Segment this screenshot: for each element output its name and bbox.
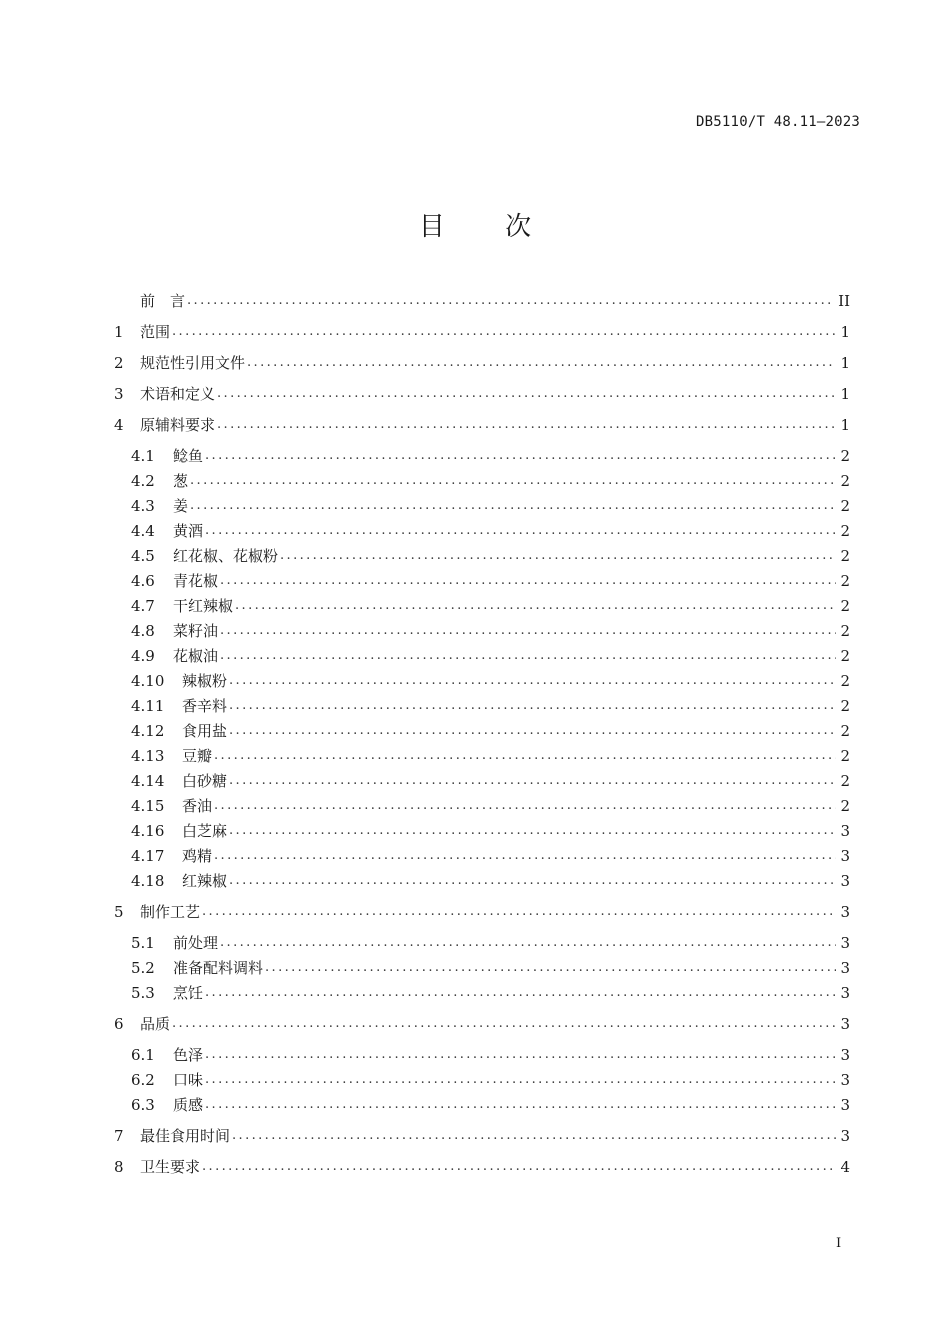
toc-entry-page: 2 xyxy=(840,647,850,665)
toc-entry-page: 2 xyxy=(840,672,850,690)
toc-leader xyxy=(172,1015,836,1033)
toc-subentry[interactable] xyxy=(131,1065,850,1089)
toc-entry-page: 3 xyxy=(840,1071,850,1089)
toc-subentry[interactable] xyxy=(131,541,850,565)
toc-entry-label: 辣椒粉 xyxy=(182,672,228,690)
toc-subentry[interactable] xyxy=(131,978,850,1002)
toc-entry[interactable] xyxy=(114,1009,850,1033)
toc-entry-label: 原辅料要求 xyxy=(140,416,216,434)
toc-entry-number: 1 xyxy=(114,323,124,341)
toc-leader xyxy=(229,772,836,790)
toc-entry-label: 食用盐 xyxy=(182,722,228,740)
toc-entry-number: 4.5 xyxy=(131,547,155,565)
toc-entry-label: 干红辣椒 xyxy=(173,597,234,615)
toc-entry-number: 4.11 xyxy=(131,697,165,715)
toc-leader xyxy=(220,622,836,640)
toc-entry-label: 红辣椒 xyxy=(182,872,228,890)
toc-entry-label: 最佳食用时间 xyxy=(140,1127,231,1145)
toc-entry-page: 3 xyxy=(840,1127,850,1145)
toc-leader xyxy=(217,385,836,403)
toc-leader xyxy=(229,872,836,890)
toc-entry-page: 3 xyxy=(840,847,850,865)
toc-leader xyxy=(280,547,836,565)
toc-entry-page: 3 xyxy=(840,1046,850,1064)
toc-entry-label: 香油 xyxy=(182,797,213,815)
toc-leader xyxy=(232,1127,836,1145)
toc-entry-page: 1 xyxy=(840,323,850,341)
toc-entry-number: 4.10 xyxy=(131,672,165,690)
toc-subentry[interactable] xyxy=(131,666,850,690)
toc-subentry[interactable] xyxy=(131,866,850,890)
toc-leader xyxy=(214,847,836,865)
toc-entry-label: 青花椒 xyxy=(173,572,219,590)
toc-entry-label: 范围 xyxy=(140,323,171,341)
toc-entry-number: 6.2 xyxy=(131,1071,155,1089)
toc-entry-label: 质感 xyxy=(173,1096,204,1114)
toc-entry-number: 2 xyxy=(114,354,124,372)
toc-leader xyxy=(190,497,836,515)
toc-entry-number: 4.15 xyxy=(131,797,165,815)
toc-subentry[interactable] xyxy=(131,841,850,865)
toc-entry-label: 姜 xyxy=(173,497,189,515)
toc-leader xyxy=(202,1158,836,1176)
toc-leader xyxy=(214,747,836,765)
toc-entry-number: 4.7 xyxy=(131,597,155,615)
toc-entry-label: 准备配料调料 xyxy=(173,959,264,977)
toc-entry[interactable] xyxy=(114,317,850,341)
toc-leader xyxy=(235,597,836,615)
toc-entry-number: 4.2 xyxy=(131,472,155,490)
toc-entry-page: II xyxy=(838,292,850,310)
toc-entry-label: 术语和定义 xyxy=(140,385,216,403)
toc-entry-page: 3 xyxy=(840,934,850,952)
toc-leader xyxy=(187,292,834,310)
toc-leader xyxy=(190,472,836,490)
toc-leader xyxy=(172,323,836,341)
toc-entry-label: 烹饪 xyxy=(173,984,204,1002)
toc-leader xyxy=(205,984,836,1002)
toc-entry-page: 2 xyxy=(840,747,850,765)
toc-subentry[interactable] xyxy=(131,716,850,740)
toc-leader xyxy=(220,647,836,665)
toc-subentry[interactable] xyxy=(131,441,850,465)
toc-entry-label: 前处理 xyxy=(173,934,219,952)
toc-subentry[interactable] xyxy=(131,1090,850,1114)
toc-entry-number: 4.9 xyxy=(131,647,155,665)
toc-leader xyxy=(229,697,836,715)
toc-entry-number: 5.2 xyxy=(131,959,155,977)
toc-leader xyxy=(220,934,836,952)
toc-entry-label: 前 言 xyxy=(140,292,186,310)
toc-entry-label: 制作工艺 xyxy=(140,903,201,921)
toc-entry-page: 2 xyxy=(840,497,850,515)
toc-entry-number: 4.3 xyxy=(131,497,155,515)
toc-leader xyxy=(247,354,836,372)
toc-entry-label: 鸡精 xyxy=(182,847,213,865)
toc-entry[interactable] xyxy=(114,1121,850,1145)
toc-subentry[interactable] xyxy=(131,953,850,977)
toc-entry-page: 2 xyxy=(840,697,850,715)
toc-entry-label: 白芝麻 xyxy=(182,822,228,840)
toc-leader xyxy=(217,416,836,434)
toc-entry-label: 花椒油 xyxy=(173,647,219,665)
toc-entry-page: 1 xyxy=(840,354,850,372)
toc-leader xyxy=(229,722,836,740)
toc-entry-number: 4.1 xyxy=(131,447,155,465)
toc-entry-label: 红花椒、花椒粉 xyxy=(173,547,279,565)
toc-entry-number: 4 xyxy=(114,416,124,434)
toc-entry-page: 2 xyxy=(840,722,850,740)
toc-subentry[interactable] xyxy=(131,791,850,815)
toc-subentry[interactable] xyxy=(131,691,850,715)
toc-subentry[interactable] xyxy=(131,591,850,615)
toc-entry-number: 4.6 xyxy=(131,572,155,590)
toc-entry-page: 3 xyxy=(840,1096,850,1114)
toc-entry-number: 4.13 xyxy=(131,747,165,765)
toc-subentry[interactable] xyxy=(131,641,850,665)
toc-entry-page: 2 xyxy=(840,572,850,590)
toc-title: 目 次 xyxy=(418,212,558,242)
toc-entry-page: 2 xyxy=(840,597,850,615)
toc-entry-page: 3 xyxy=(840,822,850,840)
toc-entry[interactable] xyxy=(114,379,850,403)
toc-subentry[interactable] xyxy=(131,566,850,590)
toc-entry-label: 黄酒 xyxy=(173,522,204,540)
toc-subentry[interactable] xyxy=(131,1040,850,1064)
toc-entry-page: 2 xyxy=(840,447,850,465)
toc-leader xyxy=(205,522,836,540)
toc-leader xyxy=(214,797,836,815)
toc-entry-label: 菜籽油 xyxy=(173,622,219,640)
toc-entry-label: 卫生要求 xyxy=(140,1158,201,1176)
toc-entry-label: 葱 xyxy=(173,472,189,490)
toc-entry-label: 鲶鱼 xyxy=(173,447,204,465)
toc-entry-number: 4.18 xyxy=(131,872,165,890)
toc-entry-page: 2 xyxy=(840,472,850,490)
toc-leader xyxy=(220,572,836,590)
toc-entry-number: 6.3 xyxy=(131,1096,155,1114)
toc-entry-page: 3 xyxy=(840,1015,850,1033)
toc-entry-label: 品质 xyxy=(140,1015,171,1033)
toc-entry-label: 香辛料 xyxy=(182,697,228,715)
document-code: DB5110/T 48.11—2023 xyxy=(696,114,860,130)
toc-entry-page: 2 xyxy=(840,797,850,815)
toc-subentry[interactable] xyxy=(131,766,850,790)
toc-leader xyxy=(205,1096,836,1114)
toc-entry-number: 3 xyxy=(114,385,124,403)
toc-entry-page: 3 xyxy=(840,872,850,890)
toc-entry-number: 5 xyxy=(114,903,124,921)
toc-entry-number: 4.4 xyxy=(131,522,155,540)
toc-entry[interactable] xyxy=(114,897,850,921)
toc-entry-page: 2 xyxy=(840,622,850,640)
toc-leader xyxy=(205,447,836,465)
toc-leader xyxy=(229,822,836,840)
toc-entry-page: 1 xyxy=(840,416,850,434)
toc-subentry[interactable] xyxy=(131,516,850,540)
toc-entry-label: 白砂糖 xyxy=(182,772,228,790)
toc-entry[interactable] xyxy=(114,410,850,434)
toc-entry-label: 口味 xyxy=(173,1071,204,1089)
toc-entry-number: 7 xyxy=(114,1127,124,1145)
toc-entry-number: 4.8 xyxy=(131,622,155,640)
toc-entry-number: 8 xyxy=(114,1158,124,1176)
toc-entry-number: 6 xyxy=(114,1015,124,1033)
toc-subentry[interactable] xyxy=(131,816,850,840)
toc-leader xyxy=(202,903,836,921)
toc-entry-page: 3 xyxy=(840,903,850,921)
toc-subentry[interactable] xyxy=(131,466,850,490)
toc-entry-label: 规范性引用文件 xyxy=(140,354,246,372)
toc-entry-label: 豆瓣 xyxy=(182,747,213,765)
toc-entry-label: 色泽 xyxy=(173,1046,204,1064)
toc-entry-number: 5.3 xyxy=(131,984,155,1002)
toc-entry-number: 5.1 xyxy=(131,934,155,952)
toc-entry[interactable] xyxy=(114,286,850,310)
toc-leader xyxy=(205,1046,836,1064)
toc-entry-number: 4.14 xyxy=(131,772,165,790)
toc-leader xyxy=(229,672,836,690)
toc-entry-page: 3 xyxy=(840,984,850,1002)
toc-entry-page: 2 xyxy=(840,772,850,790)
toc-subentry[interactable] xyxy=(131,491,850,515)
toc-entry-page: 2 xyxy=(840,547,850,565)
toc-leader xyxy=(205,1071,836,1089)
toc-entry-page: 1 xyxy=(840,385,850,403)
toc-subentry[interactable] xyxy=(131,616,850,640)
toc-entry-number: 4.16 xyxy=(131,822,165,840)
toc-entry[interactable] xyxy=(114,348,850,372)
toc-entry-page: 2 xyxy=(840,522,850,540)
toc-subentry[interactable] xyxy=(131,741,850,765)
page-folio: I xyxy=(836,1236,842,1251)
toc-entry-number: 4.17 xyxy=(131,847,165,865)
toc-entry-page: 4 xyxy=(840,1158,850,1176)
toc-subentry[interactable] xyxy=(131,928,850,952)
toc-entry-number: 4.12 xyxy=(131,722,165,740)
toc-entry-page: 3 xyxy=(840,959,850,977)
toc-entry[interactable] xyxy=(114,1152,850,1176)
toc-entry-number: 6.1 xyxy=(131,1046,155,1064)
toc-leader xyxy=(265,959,836,977)
